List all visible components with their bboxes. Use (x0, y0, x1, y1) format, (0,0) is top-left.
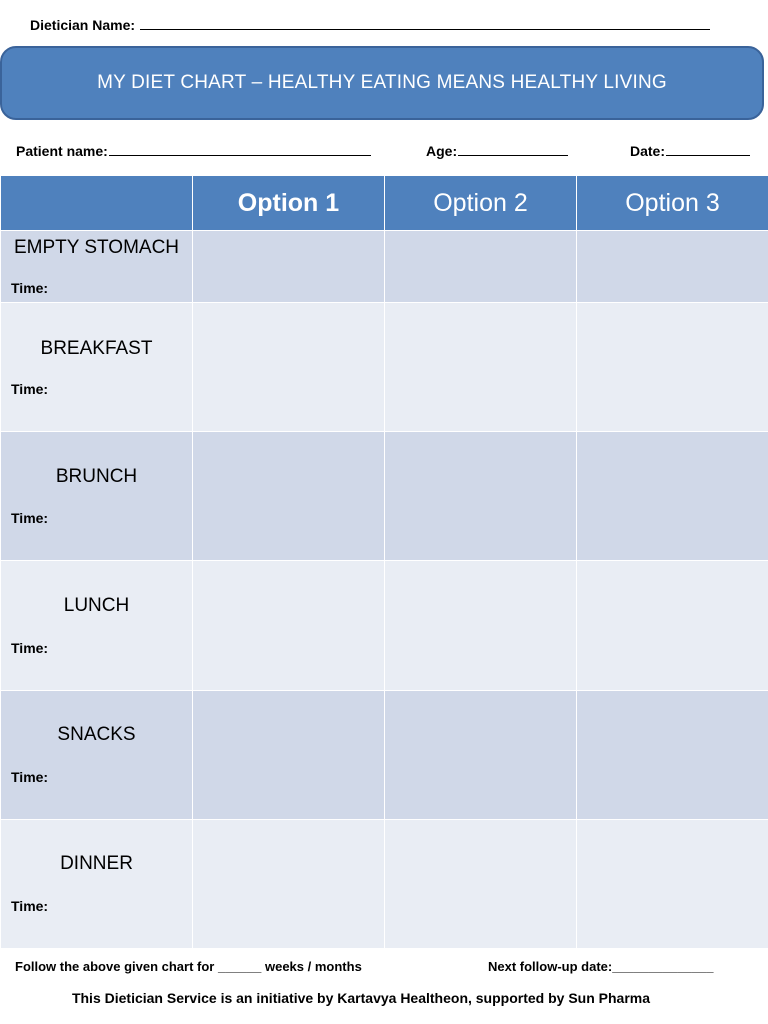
column-header-meal (1, 176, 193, 231)
dietician-name-blank[interactable] (140, 16, 710, 30)
next-followup-line (488, 959, 713, 974)
meal-name: EMPTY STOMACH (13, 237, 180, 258)
next-followup-blank[interactable]: ______________ (612, 959, 714, 974)
table-header-row (1, 176, 768, 231)
follow-suffix: weeks / months (261, 959, 362, 974)
date-label: Date: (630, 143, 666, 159)
option-2-cell[interactable] (385, 231, 577, 303)
option-3-cell[interactable] (577, 303, 768, 432)
meal-cell (1, 691, 193, 820)
option-1-cell[interactable] (193, 231, 385, 303)
date-field (630, 142, 750, 159)
meal-cell (1, 561, 193, 691)
meal-time-label: Time: (11, 280, 49, 296)
dietician-name-field (30, 16, 710, 33)
option-1-cell[interactable] (193, 820, 385, 949)
option-1-cell[interactable] (193, 303, 385, 432)
option-1-cell[interactable] (193, 691, 385, 820)
column-header-option-2: Option 2 (385, 176, 577, 231)
meal-name: LUNCH (63, 595, 130, 616)
dietician-name-label: Dietician Name: (30, 17, 139, 33)
meal-time-label: Time: (11, 381, 49, 397)
meal-time-label: Time: (11, 898, 49, 914)
meal-time-label: Time: (11, 640, 49, 656)
table-row (1, 303, 768, 432)
option-3-cell[interactable] (577, 691, 768, 820)
meal-name: SNACKS (57, 724, 136, 745)
table-row (1, 432, 768, 561)
option-3-cell[interactable] (577, 231, 768, 303)
meal-cell (1, 432, 193, 561)
age-label: Age: (426, 143, 458, 159)
meal-name: BREAKFAST (40, 338, 153, 359)
meal-cell (1, 303, 193, 432)
table-row (1, 820, 768, 949)
column-header-option-3: Option 3 (577, 176, 768, 231)
option-1-cell[interactable] (193, 561, 385, 691)
date-blank[interactable] (666, 142, 750, 156)
option-2-cell[interactable] (385, 691, 577, 820)
option-3-cell[interactable] (577, 432, 768, 561)
meal-time-label: Time: (11, 510, 49, 526)
meal-cell (1, 820, 193, 949)
option-2-cell[interactable] (385, 432, 577, 561)
option-1-cell[interactable] (193, 432, 385, 561)
meal-name: DINNER (60, 853, 133, 874)
follow-prefix: Follow the above given chart for (15, 959, 218, 974)
meal-name: BRUNCH (55, 466, 138, 487)
title-banner (0, 46, 764, 120)
table-row (1, 691, 768, 820)
age-field (426, 142, 568, 159)
option-3-cell[interactable] (577, 820, 768, 949)
meal-cell (1, 231, 193, 303)
option-2-cell[interactable] (385, 303, 577, 432)
patient-name-field (16, 142, 371, 159)
patient-name-blank[interactable] (109, 142, 371, 156)
credit-line: This Dietician Service is an initiative by Kartavya Healtheon, supported by Sun Pharma (71, 990, 651, 1006)
page-title: MY DIET CHART – HEALTHY EATING MEANS HEALTHY LIVING (97, 72, 667, 93)
diet-chart-table (0, 175, 768, 949)
table-row (1, 231, 768, 303)
option-2-cell[interactable] (385, 820, 577, 949)
option-2-cell[interactable] (385, 561, 577, 691)
column-header-option-1: Option 1 (193, 176, 385, 231)
next-followup-label: Next follow-up date: (488, 959, 613, 974)
follow-duration-blank[interactable]: ______ (217, 959, 262, 974)
patient-name-label: Patient name: (16, 143, 108, 159)
meal-time-label: Time: (11, 769, 49, 785)
age-blank[interactable] (458, 142, 568, 156)
follow-duration-line (15, 959, 362, 974)
table-row (1, 561, 768, 691)
option-3-cell[interactable] (577, 561, 768, 691)
